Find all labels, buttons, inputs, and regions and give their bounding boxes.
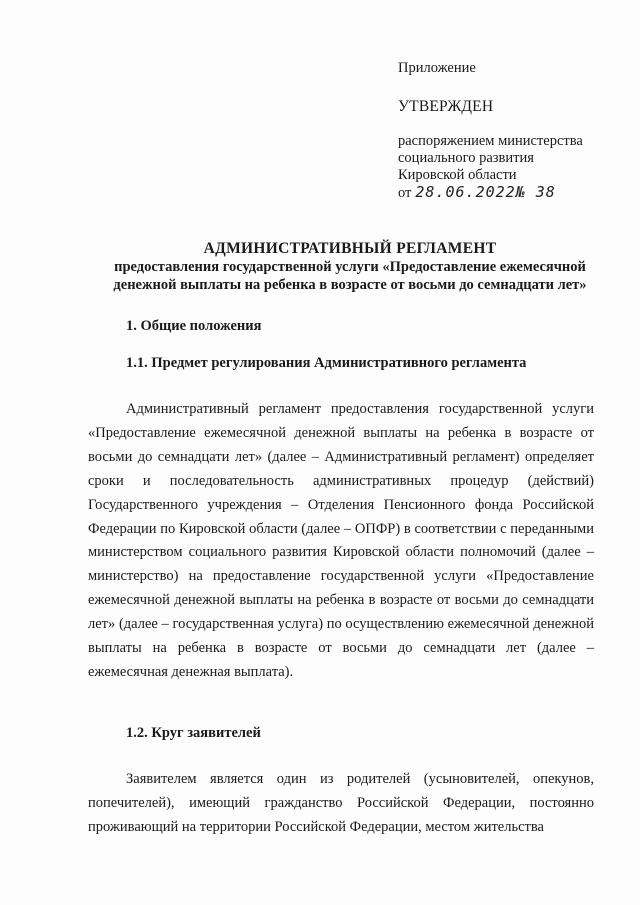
paragraph-applicants: Заявителем является один из родителей (усыновителей, опекунов, попечителей), имеющий гражданство Российской Федерации, постоянно проживающий на территории Российской Федерации, местом жительства [88,771,594,835]
date-prefix: от [398,185,412,201]
document-heading [60,240,640,294]
approved-by [398,133,618,202]
approved-by-line: социального развития [398,150,534,166]
approval-date-line [398,184,618,202]
approved-by-line: Кировской области [398,167,517,183]
document-subtitle-line: предоставления государственной услуги «Предоставление ежемесячной [114,259,586,275]
approved-label: УТВЕРЖДЕН [398,98,494,115]
section-heading-subject: 1.1. Предмет регулирования Административного регламента [126,355,527,371]
approved-by-line: распоряжением министерства [398,133,583,149]
approval-block [398,60,618,202]
document-subtitle-line: денежной выплаты на ребенка в возрасте от восьми до семнадцати лет» [113,277,587,293]
section-heading-general: 1. Общие положения [126,318,262,334]
paragraph-regulation-subject: Административный регламент предоставления государственной услуги «Предоставление ежемесячной денежной выплаты на ребенка в возрасте от восьми до семнадцати лет» (далее – Административный регламент) определяет сроки и последовательность административных процедур (действий) Государственного учреждения – Отделения Пенсионного фонда Российской Федерации по Кировской области (далее – ОПФР) в соответствии с переданными министерством социального развития Кировской области полномочий (далее – министерство) на предоставление государственной услуги «Предоставление ежемесячной денежной выплаты на ребенка в возрасте от восьми до семнадцати лет» (далее – государственная услуга) по осуществлению ежемесячной денежной выплаты на ребенка в возрасте от восьми до семнадцати лет (далее – ежемесячная денежная выплата). [88,401,594,680]
section-heading-applicants: 1.2. Круг заявителей [126,725,261,741]
handwritten-date-number: 28.06.2022№ 38 [415,183,556,201]
appendix-label: Приложение [398,60,476,76]
document-title: АДМИНИСТРАТИВНЫЙ РЕГЛАМЕНТ [203,240,497,257]
